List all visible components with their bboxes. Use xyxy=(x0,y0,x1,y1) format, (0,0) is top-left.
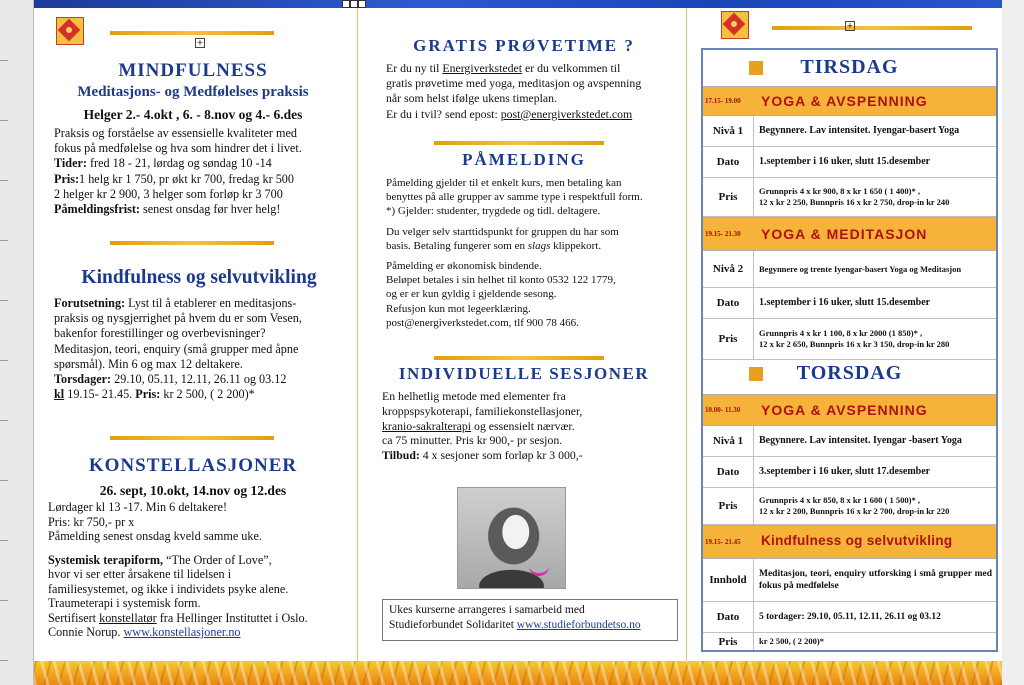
vertical-ruler xyxy=(0,0,34,685)
pamelding-title: PÅMELDING xyxy=(462,150,586,169)
gratis-email-link[interactable]: post@energiverkstedet.com xyxy=(500,106,633,121)
bullet-square-icon xyxy=(749,367,763,381)
table-row: Nivå 2 Begynnere og trente Iyengar-basert Yoga og Meditasjon xyxy=(703,251,996,288)
gold-divider xyxy=(110,241,274,245)
studieforbundet-link[interactable]: www.studieforbundetso.no xyxy=(516,619,641,631)
mandala-logo-icon xyxy=(56,17,84,45)
day-header-torsdag: TORSDAG xyxy=(703,356,996,390)
table-row: Dato 1.september i 16 uker, slutt 15.desember xyxy=(703,288,996,319)
mindfulness-body: Praksis og forståelse av essensielle kvaliteter med fokus på medfølelse og hva som hindrer det i livet. Tider: fred 18 - 21, lørdag og søndag 10 -14 Pris:1 helg kr 1 750, pr økt kr 700, fredag kr 500 2 helger kr 2 900, 3 helger som forløp kr 3 700 Påmeldingsfrist: senest onsdag før hver helg! xyxy=(54,126,302,217)
anchor-plus-icon[interactable]: + xyxy=(196,38,204,47)
gold-divider xyxy=(110,31,274,35)
vertical-scrollbar[interactable] xyxy=(1001,0,1024,685)
class-header: 17.15- 19.00 YOGA & AVSPENNING xyxy=(703,86,996,116)
mindfulness-title: MINDFULNESS xyxy=(118,60,268,81)
table-row: Dato 3.september i 16 uker, slutt 17.desember xyxy=(703,457,996,488)
individuelle-title: INDIVIDUELLE SESJONER xyxy=(398,364,650,383)
gold-divider xyxy=(110,436,274,440)
gratis-title: GRATIS PRØVETIME ? xyxy=(413,36,635,55)
kindfulness-title: Kindfulness og selvutvikling xyxy=(81,267,317,288)
resize-handle[interactable] xyxy=(350,0,358,8)
resize-handle[interactable] xyxy=(342,0,350,8)
gold-divider xyxy=(772,26,972,30)
mindfulness-subtitle: Meditasjons- og Medfølelses praksis xyxy=(77,84,309,100)
table-row: Pris kr 2 500, ( 2 200)* xyxy=(703,633,996,650)
gold-divider xyxy=(434,141,604,145)
table-row: Nivå 1 Begynnere. Lav intensitet. Iyengar -basert Yoga xyxy=(703,426,996,457)
table-row: Nivå 1 Begynnere. Lav intensitet. Iyengar-basert Yoga xyxy=(703,116,996,147)
gold-divider xyxy=(434,356,604,360)
portrait-photo xyxy=(457,487,566,589)
konstellasjoner-body: Lørdager kl 13 -17. Min 6 deltakere! Pris: kr 750,- pr x Påmelding senest onsdag kveld samme uke. Systemisk terapiform, “The Order of Love”, hvor vi ser etter årsakene til lidelsen i familiesystemet, og ikke i individets psyke alene. Traumeterapi i systemisk form. Sertifisert konstellatør fra Hellinger Instituttet i Oslo. Connie Norup. www.konstellasjoner.no xyxy=(48,500,308,639)
top-blue-band xyxy=(34,0,1002,8)
konstellasjoner-dates: 26. sept, 10.okt, 14.nov og 12.des xyxy=(99,483,287,498)
photo-accent xyxy=(529,565,549,576)
table-row: Dato 1.september i 16 uker, slutt 15.desember xyxy=(703,147,996,178)
day-header-tirsdag: TIRSDAG xyxy=(703,50,996,84)
class-header: 10.00- 11.30 YOGA & AVSPENNING xyxy=(703,394,996,426)
table-row: Pris Grunnpris 4 x kr 1 100, 8 x kr 2000 (1 850)* , 12 x kr 2 650, Bunnpris 16 x kr 3 150, drop-in kr 280 xyxy=(703,319,996,360)
class-header: 19.15- 21.45 Kindfulness og selvutvikling xyxy=(703,525,996,559)
schedule-table xyxy=(701,48,998,652)
mindfulness-dates: Helger 2.- 4.okt , 6. - 8.nov og 4.- 6.des xyxy=(83,107,303,122)
konstellasjoner-link[interactable]: www.konstellasjoner.no xyxy=(123,625,241,639)
table-row: Pris Grunnpris 4 x kr 900, 8 x kr 1 650 ( 1 400)* , 12 x kr 2 250, Bunnpris 16 x kr 2 750, drop-in kr 240 xyxy=(703,178,996,217)
gratis-body: Er du ny til Energiverkstedet er du velkommen til gratis prøvetime med yoga, meditasjon og avspenning når som helst ifølge ukens timeplan. Er du i tvil? send epost: post@energiverkstedet.com xyxy=(386,61,642,121)
individuelle-body: En helhetlig metode med elementer fra kroppspsykoterapi, familiekonstellasjoner, kranio-sakralterapi og essensielt nærvær. ca 75 minutter. Pris kr 900,- pr sesjon. Tilbud: 4 x sesjoner som forløp kr 3 000,- xyxy=(382,389,583,463)
table-row: Pris Grunnpris 4 x kr 850, 8 x kr 1 600 ( 1 500)* , 12 x kr 2 200, Bunnpris 16 x kr 2 700, drop-in kr 220 xyxy=(703,488,996,525)
cooperation-box: Ukes kurserne arrangeres i samarbeid med Studieforbundet Solidaritet www.studieforbundetso.no xyxy=(382,599,678,641)
konstellasjoner-title: KONSTELLASJONER xyxy=(88,455,298,476)
table-row: Dato 5 tordager: 29.10, 05.11, 12.11, 26.11 og 03.12 xyxy=(703,602,996,633)
class-header: 19.15- 21.30 YOGA & MEDITASJON xyxy=(703,217,996,251)
anchor-plus-icon[interactable]: + xyxy=(846,21,854,30)
bullet-square-icon xyxy=(749,61,763,75)
table-row: Innhold Meditasjon, teori, enquiry utforsking i små grupper med fokus på medfølelse xyxy=(703,559,996,602)
column-divider xyxy=(357,8,358,663)
brochure-page xyxy=(34,0,1002,685)
decorative-footer-band xyxy=(34,661,1002,685)
kindfulness-body: Forutsetning: Lyst til å etablerer en meditasjons- praksis og nysgjerrighet på hvem du er som Vesen, bakenfor forestillinger og overbevisninger? Meditasjon, teori, enquiry (små grupper med åpne spørsmål). Min 6 og max 12 deltakere. Torsdager: 29.10, 05.11, 12.11, 26.11 og 03.12 kl 19.15- 21.45. Pris: kr 2 500, ( 2 200)* xyxy=(54,296,302,402)
pamelding-body: Påmelding gjelder til et enkelt kurs, men betaling kan benyttes på alle grupper av samme type i respektfull form. *) Gjelder: studenter, trygdede og tidl. deltagere. Du velger selv starttidspunkt for gruppen du har som basis. Betaling fungerer som en slags klippekort. Påmelding er økonomisk bindende. Beløpet betales i sin helhet til konto 0532 122 1779, og er er kun gyldig i gjeldende sesong. Refusjon kun mot legeerklæring. post@energiverkstedet.com, tlf 900 78 466. xyxy=(386,177,643,329)
column-divider xyxy=(686,8,687,663)
mandala-logo-icon xyxy=(721,11,749,39)
resize-handle[interactable] xyxy=(358,0,366,8)
